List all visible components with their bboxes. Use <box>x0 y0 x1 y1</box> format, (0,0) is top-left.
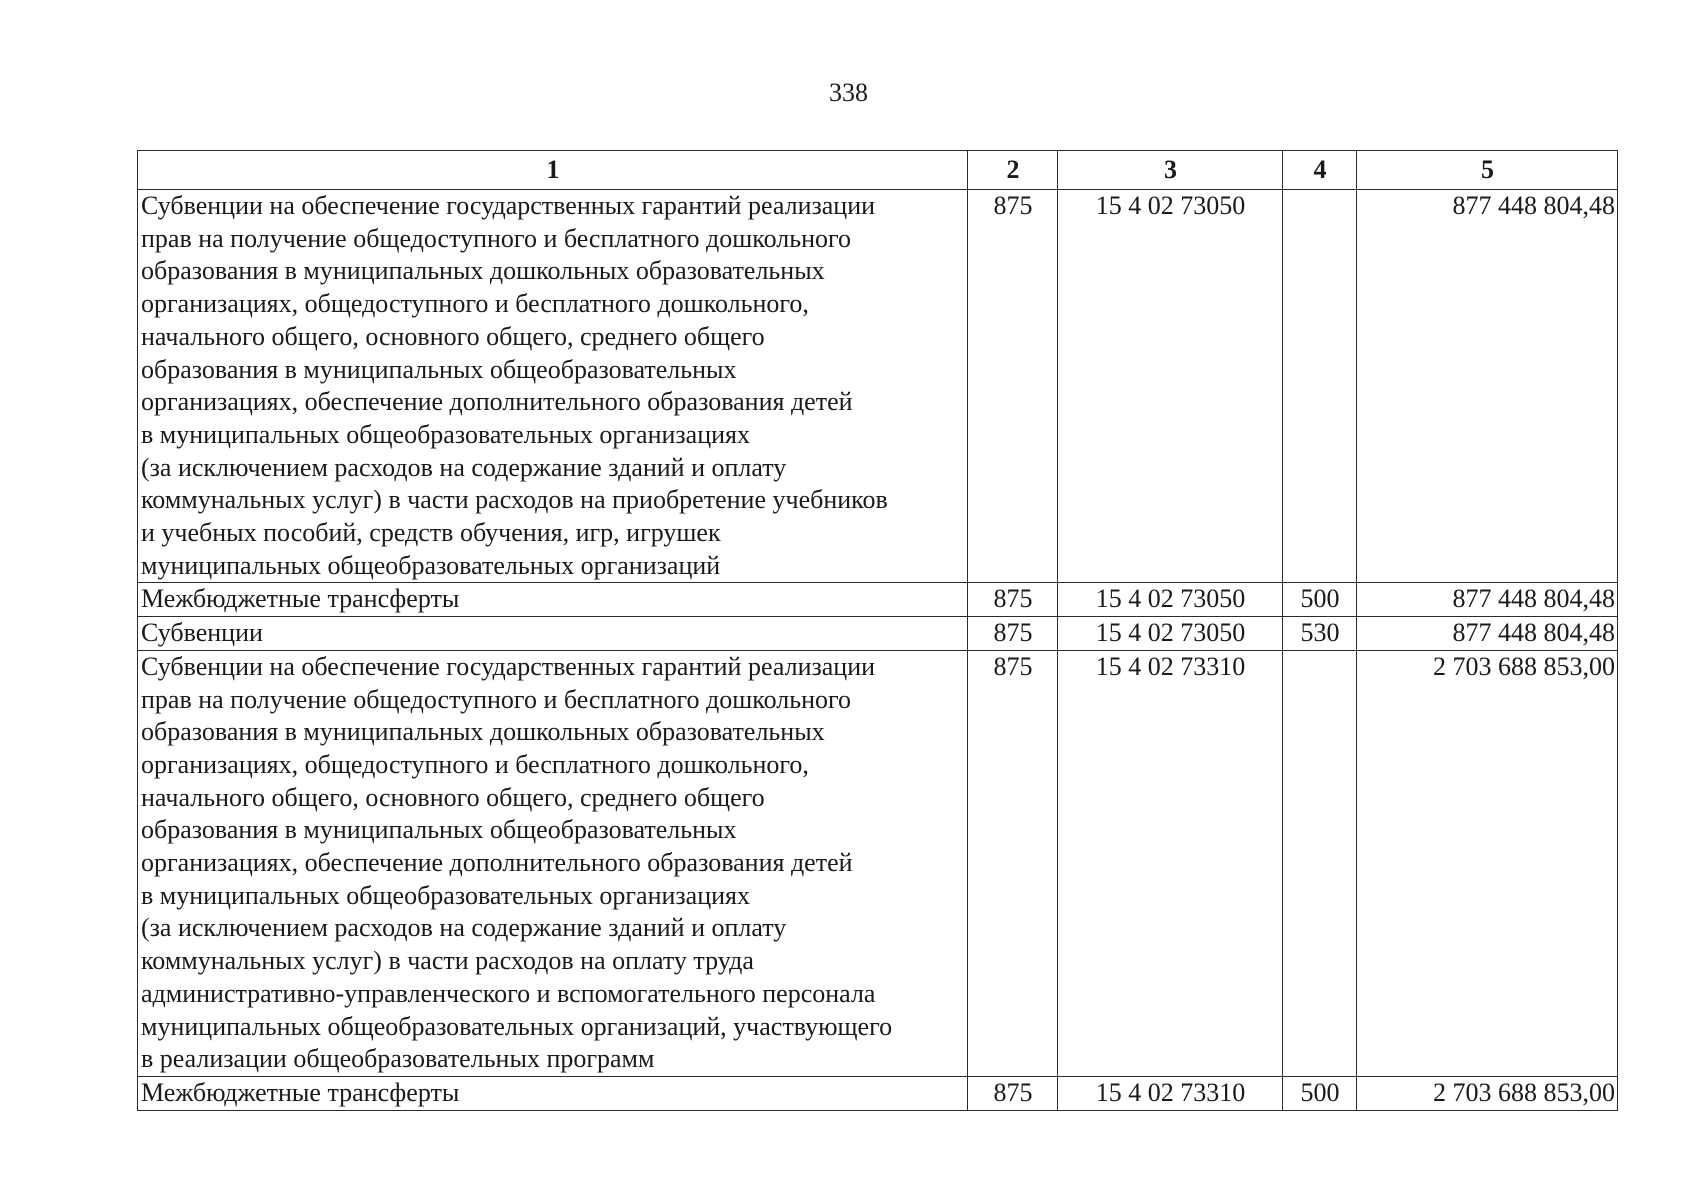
table-row <box>138 650 1618 1076</box>
row-col-3: 15 4 02 73050 <box>1058 583 1283 617</box>
row-col-4: 500 <box>1283 1076 1357 1110</box>
row-col-2: 875 <box>968 650 1058 1076</box>
table-row <box>138 1076 1618 1110</box>
row-description: Межбюджетные трансферты <box>138 583 968 617</box>
row-description: Субвенции на обеспечение государственных гарантий реализации прав на получение общедоступного и бесплатного дошкольного образования в муниципальных дошкольных образовательных организациях, общедоступного и бесплатного дошкольного, начального общего, основного общего, среднего общего образования в муниципальных общеобразовательных организациях, обеспечение дополнительного образования детей в муниципальных общеобразовательных организациях (за исключением расходов на содержание зданий и оплату коммунальных услуг) в части расходов на оплату труда административно-управленческого и вспомогательного персонала муниципальных общеобразовательных организаций, участвующего в реализации общеобразовательных программ <box>138 650 968 1076</box>
header-col-4: 4 <box>1283 151 1357 190</box>
row-col-2: 875 <box>968 190 1058 583</box>
row-col-3: 15 4 02 73310 <box>1058 650 1283 1076</box>
row-description: Субвенции <box>138 617 968 651</box>
row-description: Межбюджетные трансферты <box>138 1076 968 1110</box>
table-header-row <box>138 151 1618 190</box>
row-col-2: 875 <box>968 583 1058 617</box>
table-row <box>138 583 1618 617</box>
header-col-1: 1 <box>138 151 968 190</box>
table-row <box>138 617 1618 651</box>
header-col-5: 5 <box>1357 151 1618 190</box>
row-col-3: 15 4 02 73310 <box>1058 1076 1283 1110</box>
page-number: 338 <box>829 78 868 107</box>
row-col-5: 877 448 804,48 <box>1357 617 1618 651</box>
header-col-2: 2 <box>968 151 1058 190</box>
row-description: Субвенции на обеспечение государственных гарантий реализации прав на получение общедоступного и бесплатного дошкольного образования в муниципальных дошкольных образовательных организациях, общедоступного и бесплатного дошкольного, начального общего, основного общего, среднего общего образования в муниципальных общеобразовательных организациях, обеспечение дополнительного образования детей в муниципальных общеобразовательных организациях (за исключением расходов на содержание зданий и оплату коммунальных услуг) в части расходов на приобретение учебников и учебных пособий, средств обучения, игр, игрушек муниципальных общеобразовательных организаций <box>138 190 968 583</box>
budget-table <box>137 150 1618 1111</box>
row-col-4: 500 <box>1283 583 1357 617</box>
row-col-5: 2 703 688 853,00 <box>1357 650 1618 1076</box>
table-row <box>138 190 1618 583</box>
row-col-5: 877 448 804,48 <box>1357 583 1618 617</box>
row-col-3: 15 4 02 73050 <box>1058 617 1283 651</box>
row-col-3: 15 4 02 73050 <box>1058 190 1283 583</box>
row-col-4: 530 <box>1283 617 1357 651</box>
row-col-2: 875 <box>968 1076 1058 1110</box>
row-col-5: 877 448 804,48 <box>1357 190 1618 583</box>
row-col-5: 2 703 688 853,00 <box>1357 1076 1618 1110</box>
row-col-2: 875 <box>968 617 1058 651</box>
header-col-3: 3 <box>1058 151 1283 190</box>
row-col-4 <box>1283 650 1357 1076</box>
row-col-4 <box>1283 190 1357 583</box>
